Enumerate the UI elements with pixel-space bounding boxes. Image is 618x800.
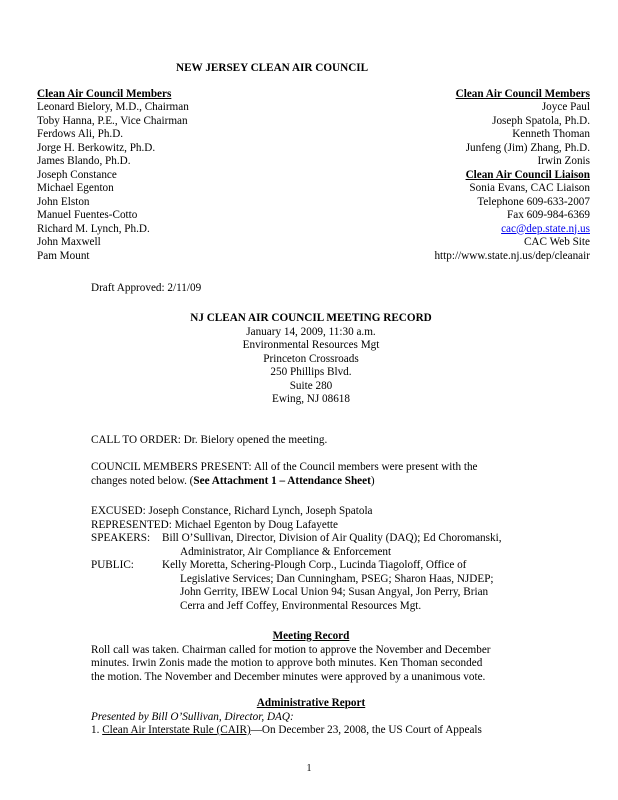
public-line-4: Cerra and Jeff Coffey, Environmental Resources Mgt. (180, 599, 422, 612)
left-member: Michael Egenton (37, 182, 114, 194)
cair-link: Clean Air Interstate Rule (CAIR) (102, 724, 251, 736)
excused: EXCUSED: Joseph Constance, Richard Lynch, Joseph Spatola (91, 505, 373, 517)
left-member: Leonard Bielory, M.D., Chairman (37, 101, 189, 113)
left-member: Jorge H. Berkowitz, Ph.D. (37, 141, 156, 154)
right-members-heading: Clean Air Council Members (455, 88, 590, 100)
liaison-telephone: Telephone 609-633-2007 (477, 195, 590, 208)
meeting-record-title: NJ CLEAN AIR COUNCIL MEETING RECORD (190, 312, 432, 324)
admin-report-item-1 (91, 724, 482, 737)
website-url: http://www.state.nj.us/dep/cleanair (434, 249, 590, 262)
present-line-2-post: ) (370, 474, 375, 487)
left-members-heading: Clean Air Council Members (37, 88, 172, 100)
admin-report-heading: Administrative Report (256, 697, 366, 709)
public-line-2: Legislative Services; Dan Cunningham, PSEG; Sharon Haas, NJDEP; (180, 572, 494, 585)
speakers-line-2: Administrator, Air Compliance & Enforcement (180, 545, 392, 558)
meeting-record-heading: Meeting Record (272, 630, 350, 642)
represented: REPRESENTED: Michael Egenton by Doug Lafayette (91, 518, 339, 531)
public-label: PUBLIC: (91, 559, 134, 571)
meeting-city: Ewing, NJ 08618 (271, 393, 350, 405)
left-member: Richard M. Lynch, Ph.D. (37, 222, 150, 235)
meeting-org: Environmental Resources Mgt (242, 339, 380, 351)
left-member: Toby Hanna, P.E., Vice Chairman (37, 114, 188, 127)
meeting-record-line-3: the motion. The November and December minutes were approved by a unanimous vote. (91, 670, 486, 683)
liaison-heading: Clean Air Council Liaison (465, 168, 590, 181)
liaison-name: Sonia Evans, CAC Liaison (469, 182, 590, 194)
public-line-1: Kelly Moretta, Schering-Plough Corp., Lucinda Tiagoloff, Office of (162, 559, 467, 571)
liaison-fax: Fax 609-984-6369 (507, 209, 590, 221)
right-member: Joyce Paul (541, 101, 590, 113)
right-member: Kenneth Thoman (512, 128, 590, 140)
left-member: Ferdows Ali, Ph.D. (37, 128, 124, 140)
present-line-2 (91, 475, 375, 488)
draft-approved: Draft Approved: 2/11/09 (91, 282, 202, 294)
left-member: John Maxwell (37, 236, 101, 248)
call-to-order: CALL TO ORDER: Dr. Bielory opened the meeting. (91, 434, 328, 446)
meeting-suite: Suite 280 (289, 379, 333, 392)
right-member: Irwin Zonis (537, 155, 590, 167)
page-number: 1 (306, 763, 312, 774)
meeting-date: January 14, 2009, 11:30 a.m. (246, 325, 376, 338)
left-member: John Elston (37, 195, 90, 208)
present-line-1: COUNCIL MEMBERS PRESENT: All of the Council members were present with the (91, 461, 478, 473)
left-member: James Blando, Ph.D. (37, 155, 131, 167)
present-line-2-pre: changes noted below. ( (91, 474, 194, 487)
public-line-3: John Gerrity, IBEW Local Union 94; Susan Angyal, Jon Perry, Brian (180, 586, 489, 598)
speakers-line-1: Bill O’Sullivan, Director, Division of Air Quality (DAQ); Ed Choromanski, (162, 532, 502, 544)
council-title: NEW JERSEY CLEAN AIR COUNCIL (176, 62, 369, 74)
left-member: Joseph Constance (37, 168, 117, 181)
admin-report-presenter: Presented by Bill O’Sullivan, Director, DAQ: (91, 710, 294, 723)
right-member: Joseph Spatola, Ph.D. (492, 114, 590, 127)
item-text: —On December 23, 2008, the US Court of Appeals (250, 724, 482, 736)
meeting-street: 250 Phillips Blvd. (270, 366, 352, 378)
attachment-reference: See Attachment 1 – Attendance Sheet (193, 474, 371, 487)
left-member: Manuel Fuentes-Cotto (37, 209, 138, 221)
website-label: CAC Web Site (523, 236, 590, 248)
right-member: Junfeng (Jim) Zhang, Ph.D. (465, 141, 590, 154)
meeting-place: Princeton Crossroads (263, 352, 359, 365)
meeting-record-line-2: minutes. Irwin Zonis made the motion to approve both minutes. Ken Thoman seconded (91, 657, 483, 669)
meeting-record-line-1: Roll call was taken. Chairman called for motion to approve the November and December (91, 643, 491, 656)
speakers-label: SPEAKERS: (91, 532, 151, 544)
left-member: Pam Mount (37, 249, 90, 262)
item-number: 1. (91, 724, 103, 736)
email-link[interactable]: cac@dep.state.nj.us (501, 222, 590, 235)
